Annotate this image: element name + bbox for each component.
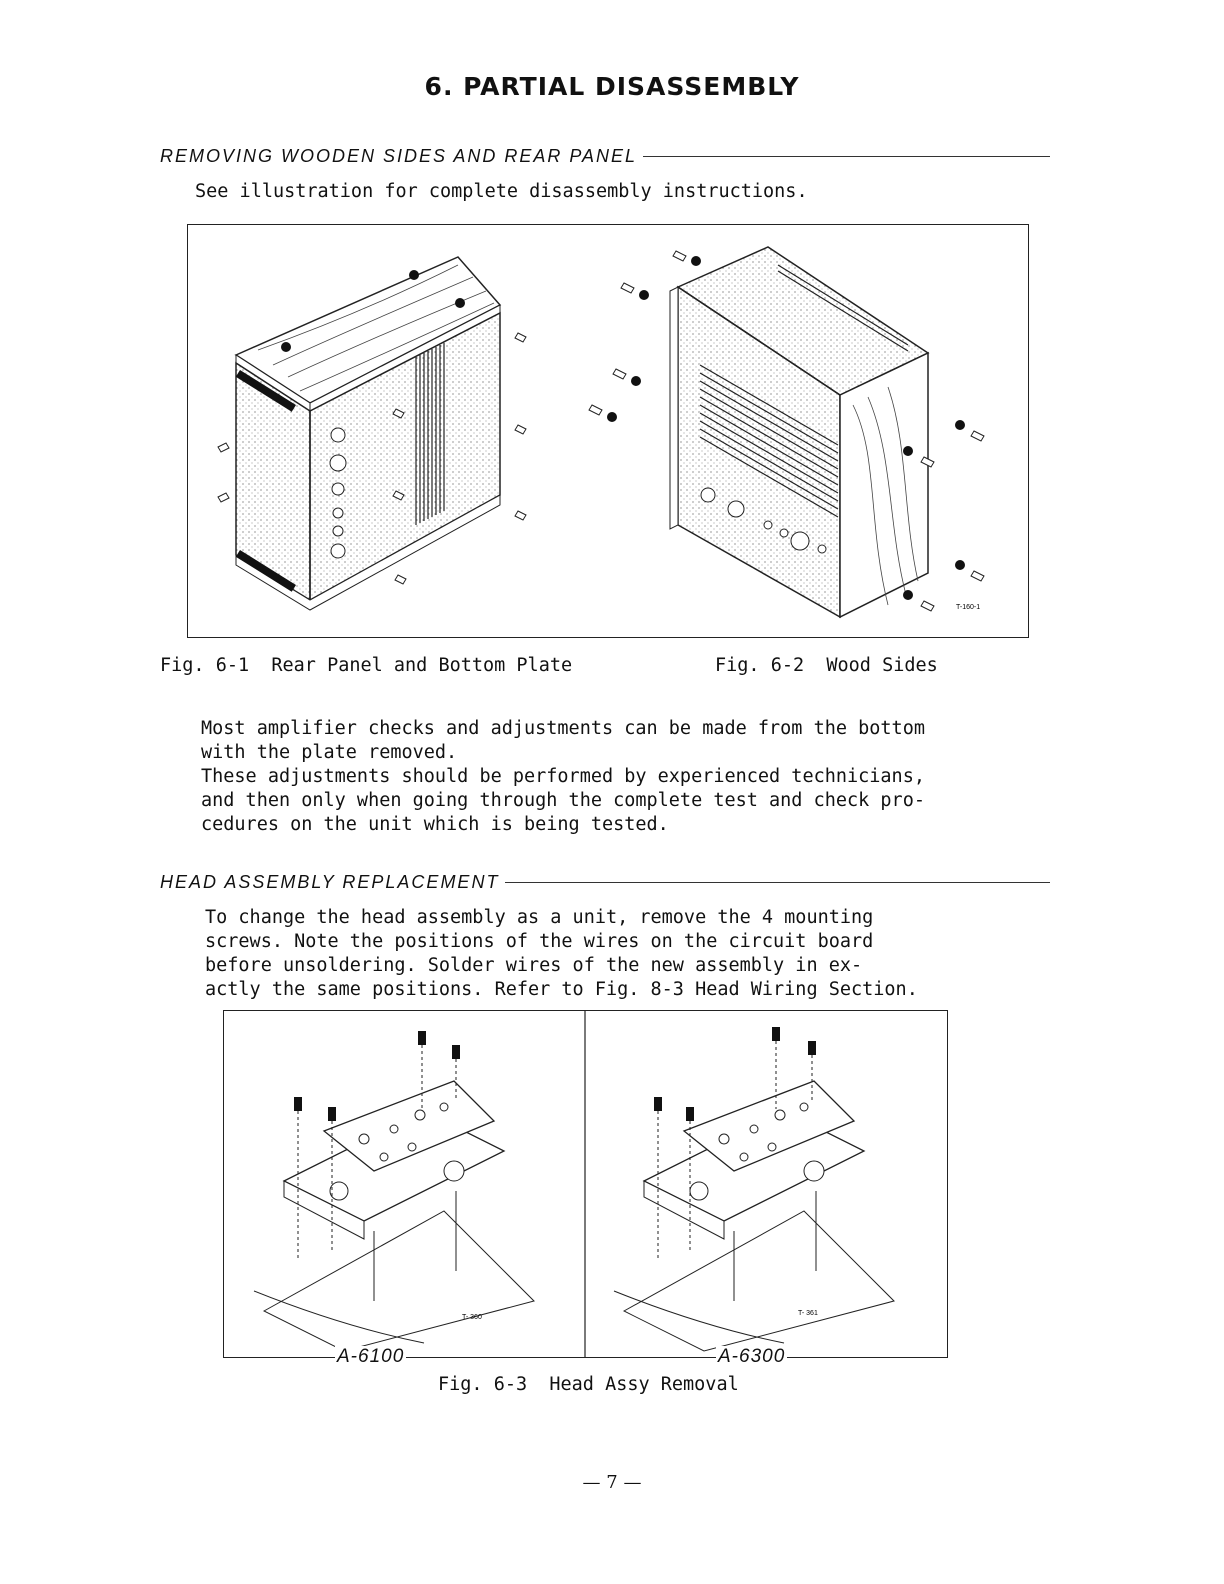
page-number: — 7 — bbox=[582, 1472, 642, 1493]
head-assy-a6300-drawing bbox=[614, 1027, 894, 1351]
text-line: cedures on the unit which is being tested. bbox=[201, 814, 669, 835]
fig-6-3-left-code: T- 360 bbox=[462, 1314, 482, 1321]
text-line: These adjustments should be performed by experienced technicians, bbox=[201, 766, 925, 787]
heading-rule bbox=[505, 882, 1050, 883]
figure-box-6-3 bbox=[223, 1010, 948, 1358]
fig-6-1-caption: Fig. 6-1 Rear Panel and Bottom Plate bbox=[160, 655, 573, 676]
figure-box-6-1-6-2 bbox=[187, 224, 1029, 638]
head-assembly-illustrations bbox=[224, 1011, 947, 1357]
fig-6-2-caption: Fig. 6-2 Wood Sides bbox=[715, 655, 938, 676]
page-title: 6. PARTIAL DISASSEMBLY bbox=[424, 72, 800, 101]
text-line: with the plate removed. bbox=[201, 742, 458, 763]
text-line: Most amplifier checks and adjustments can be made from the bottom bbox=[201, 718, 925, 739]
amplifier-illustrations bbox=[188, 225, 1028, 637]
fig-6-1-drawing bbox=[218, 257, 526, 610]
section-heading-label: REMOVING WOODEN SIDES AND REAR PANEL bbox=[160, 146, 638, 166]
head-assy-a6100-drawing bbox=[254, 1031, 534, 1351]
fig-6-2-code: T-160-1 bbox=[956, 604, 981, 611]
body-text-section-2 bbox=[205, 906, 918, 1002]
text-line: screws. Note the positions of the wires on the circuit board bbox=[205, 931, 874, 952]
fig-6-2-drawing bbox=[589, 247, 984, 617]
body-text-section-1 bbox=[201, 717, 925, 837]
heading-rule bbox=[643, 156, 1050, 157]
section-heading-head-assembly bbox=[160, 872, 1050, 893]
intro-text: See illustration for complete disassembly instructions. bbox=[195, 181, 808, 202]
text-line: and then only when going through the complete test and check pro- bbox=[201, 790, 925, 811]
text-line: actly the same positions. Refer to Fig. 8-3 Head Wiring Section. bbox=[205, 979, 918, 1000]
text-line: before unsoldering. Solder wires of the new assembly in ex- bbox=[205, 955, 863, 976]
text-line: To change the head assembly as a unit, remove the 4 mounting bbox=[205, 907, 874, 928]
model-label-a6300: A-6300 bbox=[718, 1346, 786, 1367]
model-label-a6100: A-6100 bbox=[337, 1346, 405, 1367]
section-heading-label: HEAD ASSEMBLY REPLACEMENT bbox=[160, 872, 500, 892]
fig-6-3-right-code: T- 361 bbox=[798, 1310, 818, 1317]
section-heading-wooden-sides bbox=[160, 146, 1050, 167]
fig-6-3-caption: Fig. 6-3 Head Assy Removal bbox=[438, 1374, 739, 1395]
